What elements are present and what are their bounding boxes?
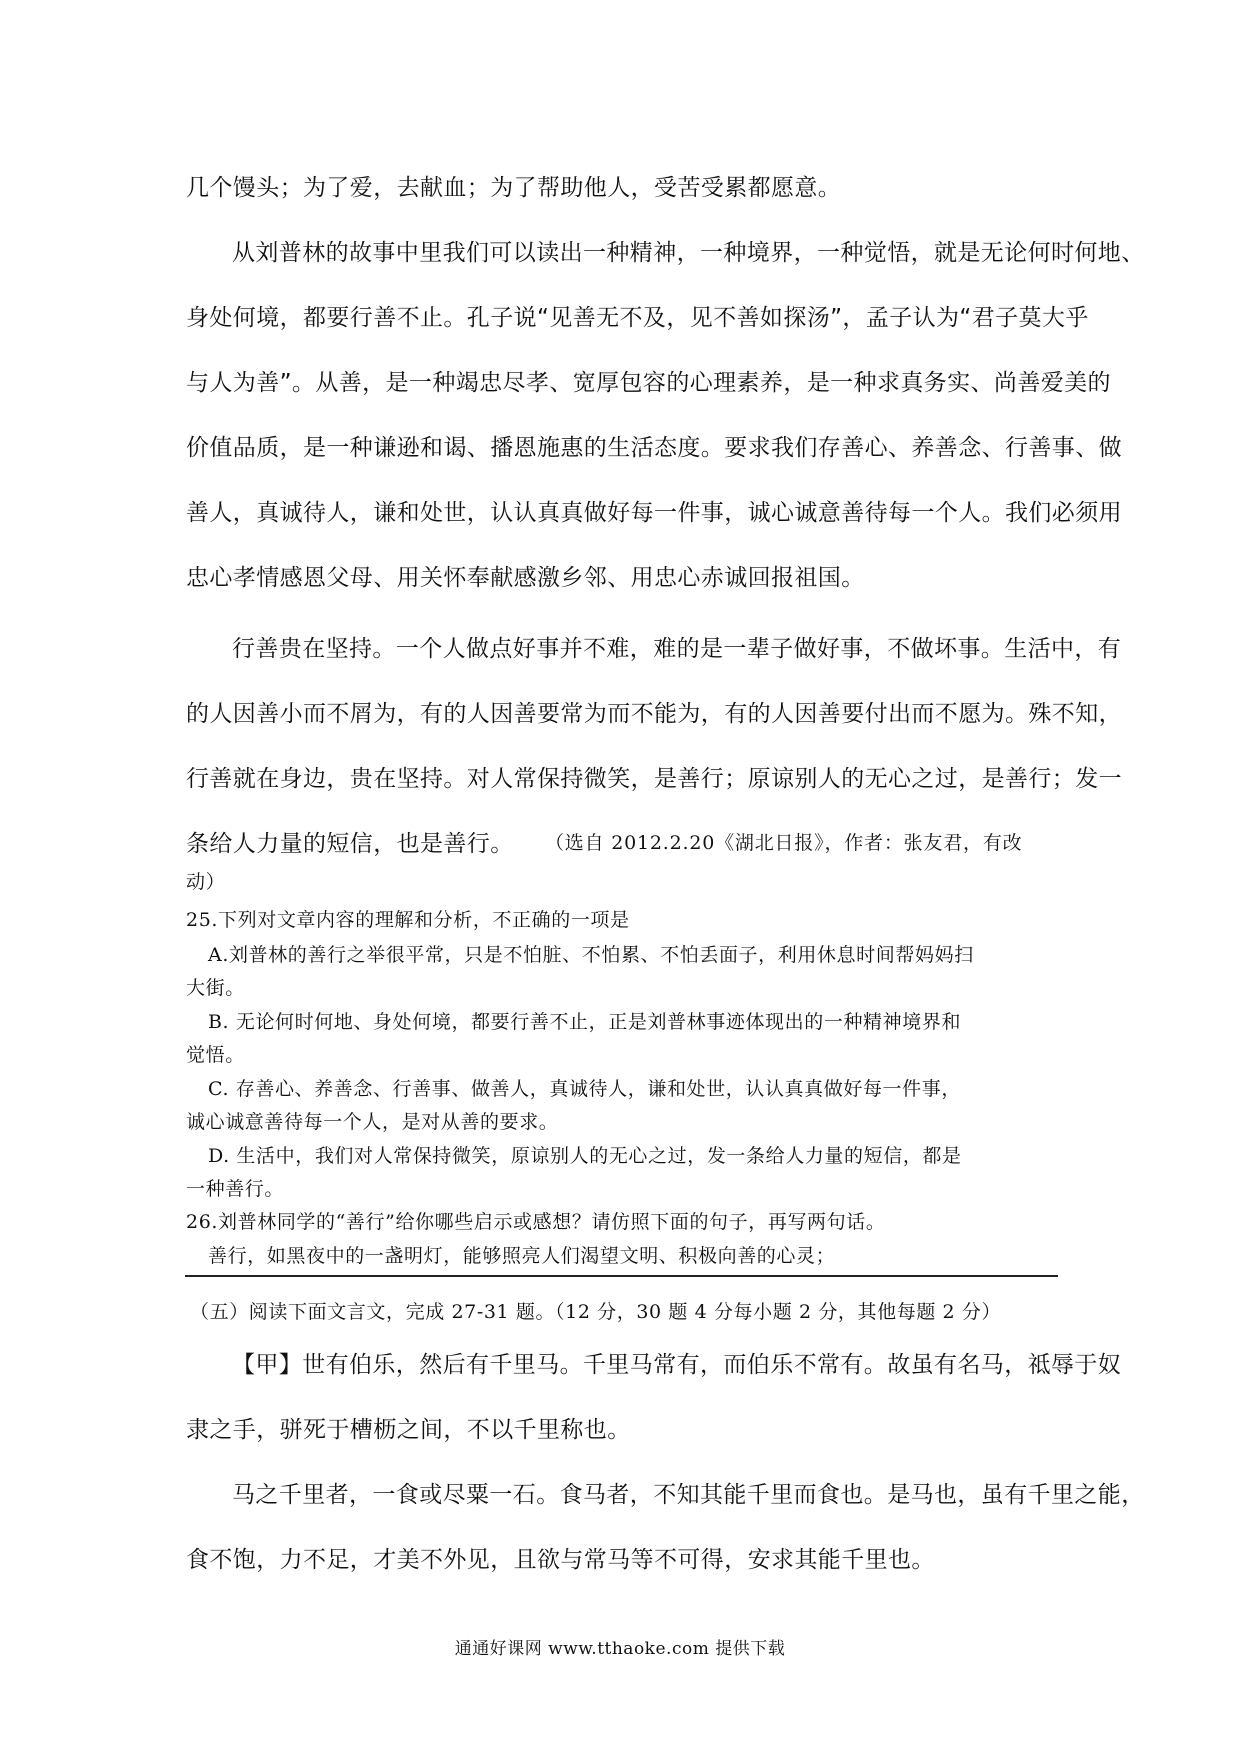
question-25-option-b: B. 无论何时何地、身处何境，都要行善不止，正是刘普林事迹体现出的一种精神境界和	[208, 1011, 962, 1033]
classical-text-line-3: 马之千里者，一食或尽粟一石。食马者，不知其能千里而食也。是马也，虽有千里之能，	[232, 1482, 1145, 1508]
question-25-stem: 25.下列对文章内容的理解和分析，不正确的一项是	[186, 909, 630, 931]
passage-line-8: 行善贵在坚持。一个人做点好事并不难，难的是一辈子做好事，不做坏事。生活中，有	[232, 636, 1122, 662]
classical-text-line-4: 食不饱，力不足，才美不外见，且欲与常马等不可得，安求其能千里也。	[186, 1547, 935, 1573]
question-25-option-c-cont: 诚心诚意善待每一个人，是对从善的要求。	[186, 1111, 559, 1133]
question-25-option-b-cont: 觉悟。	[186, 1044, 245, 1066]
source-citation: （选自 2012.2.20《湖北日报》，作者：张友君，有改	[545, 832, 1023, 854]
question-25-option-d: D. 生活中，我们对人常保持微笑，原谅别人的无心之过，发一条给人力量的短信，都是	[208, 1145, 962, 1167]
source-citation-cont: 动）	[186, 871, 226, 893]
passage-line-11: 条给人力量的短信，也是善行。	[186, 831, 514, 857]
passage-line-7: 忠心孝情感恩父母、用关怀奉献感激乡邻、用忠心赤诚回报祖国。	[186, 565, 865, 591]
question-26-example: 善行，如黑夜中的一盏明灯，能够照亮人们渴望文明、积极向善的心灵；	[208, 1245, 836, 1267]
classical-text-line-1: 【甲】世有伯乐，然后有千里马。千里马常有，而伯乐不常有。故虽有名马，祗辱于奴	[232, 1352, 1122, 1378]
question-25-option-c: C. 存善心、养善念、行善事、做善人，真诚待人，谦和处世，认认真真做好每一件事，	[208, 1078, 961, 1100]
passage-line-4: 与人为善”。从善，是一种竭忠尽孝、宽厚包容的心理素养，是一种求真务实、尚善爱美的	[186, 370, 1111, 396]
question-25-option-a: A.刘普林的善行之举很平常，只是不怕脏、不怕累、不怕丢面子，利用休息时间帮妈妈扫	[208, 944, 974, 966]
question-25-option-a-cont: 大街。	[186, 977, 245, 999]
question-25-option-d-cont: 一种善行。	[186, 1178, 285, 1200]
section-5-heading: （五）阅读下面文言文，完成 27-31 题。（12 分，30 题 4 分每小题 2 分，其他每题 2 分）	[190, 1301, 1002, 1323]
classical-text-line-2: 隶之手，骈死于槽枥之间，不以千里称也。	[186, 1417, 631, 1443]
passage-line-5: 价值品质，是一种谦逊和谒、播恩施惠的生活态度。要求我们存善心、养善念、行善事、做	[186, 435, 1122, 461]
passage-line-2: 从刘普林的故事中里我们可以读出一种精神，一种境界，一种觉悟，就是无论何时何地、	[232, 240, 1145, 266]
question-26-stem: 26.刘普林同学的“善行”给你哪些启示或感想？请仿照下面的句子，再写两句话。	[186, 1211, 886, 1233]
passage-line-6: 善人，真诚待人，谦和处世，认认真真做好每一件事，诚心诚意善待每一个人。我们必须用	[186, 500, 1122, 526]
passage-line-3: 身处何境，都要行善不止。孔子说“见善无不及，见不善如探汤”，孟子认为“君子莫大乎	[186, 305, 1089, 331]
passage-line-9: 的人因善小而不屑为，有的人因善要常为而不能为，有的人因善要付出而不愿为。殊不知，	[186, 701, 1122, 727]
passage-line-10: 行善就在身边，贵在坚持。对人常保持微笑，是善行；原谅别人的无心之过，是善行；发一	[186, 766, 1122, 792]
footer-credit: 通通好课网 www.tthaoke.com 提供下载	[454, 1639, 786, 1659]
passage-line-1: 几个馒头；为了爱，去献血；为了帮助他人，受苦受累都愿意。	[186, 175, 842, 201]
divider-line	[185, 1275, 1058, 1277]
